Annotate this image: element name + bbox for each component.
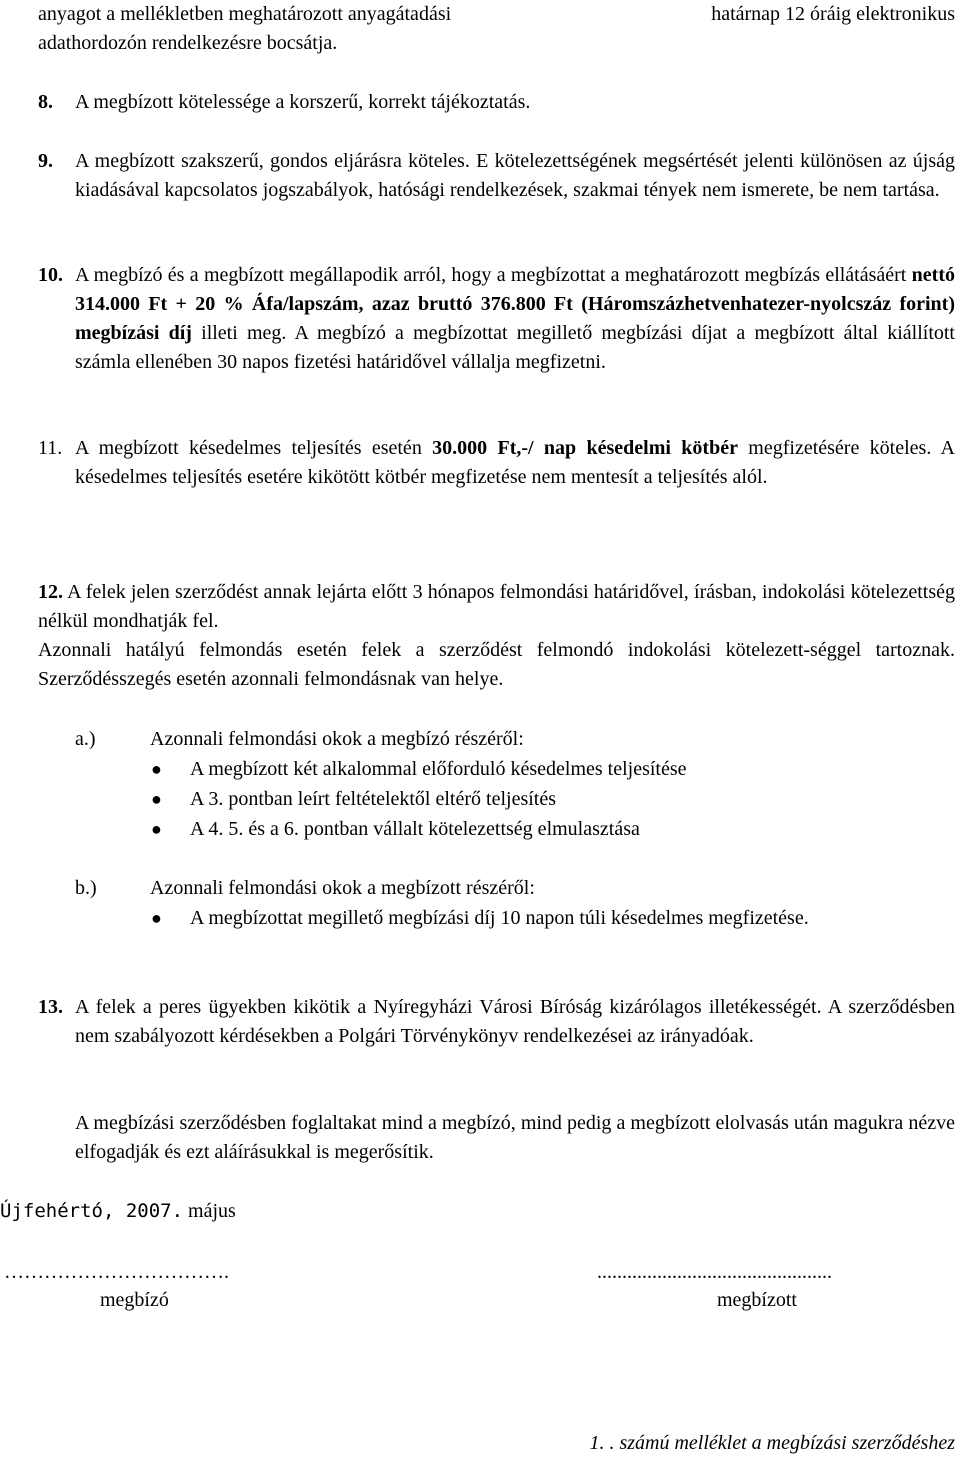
list-a-item-3: A 4. 5. és a 6. pontban vállalt kötelezettség elmulasztása xyxy=(190,818,640,840)
list-b-item-1: A megbízottat megillető megbízási díj 10 napon túli késedelmes megfizetése. xyxy=(190,907,809,929)
bullet-icon: ● xyxy=(151,759,162,779)
point-12-para-2: Azonnali hatályú felmondás esetén felek a szerződést felmondó indokolási kötelezett-séggel tartoznak. Szerződésszegés esetén azonnali felmondásnak van helye. xyxy=(38,639,955,690)
point-10-text xyxy=(75,261,955,377)
bullet-icon: ● xyxy=(151,819,162,839)
bullet-icon: ● xyxy=(151,789,162,809)
place-date xyxy=(0,1197,236,1226)
list-a-label: a.) xyxy=(75,728,96,750)
point-12-para-1 xyxy=(38,578,955,636)
point-12-number: 12. xyxy=(38,581,63,603)
point-10-number: 10. xyxy=(38,264,63,286)
signature-line-right: ............................................... xyxy=(597,1261,832,1283)
point-13-number: 13. xyxy=(38,996,63,1018)
signature-label-right: megbízott xyxy=(717,1289,797,1311)
place-date-prefix: Újfehértó, 2007. xyxy=(0,1200,184,1222)
point-11-text-part-2: megfizetésére köteles. A késedelmes teljesítés esetére kikötött kötbér megfizetése nem mentesít a teljesítés alól. xyxy=(75,437,955,488)
point-13-text: A felek a peres ügyekben kikötik a Nyíregyházi Városi Bíróság kizárólagos illetékességét. A szerződésben nem szabályozott kérdésekben a Polgári Törvénykönyv rendelkezései az irányadóak. xyxy=(75,996,955,1047)
list-a-item-1: A megbízott két alkalommal előforduló késedelmes teljesítése xyxy=(190,758,687,780)
intro-line-1-left: anyagot a mellékletben meghatározott anyagátadási xyxy=(38,3,452,25)
point-9-text: A megbízott szakszerű, gondos eljárásra köteles. E kötelezettségének megsértését jelenti különösen az újság kiadásával kapcsolatos jogszabályok, hatósági rendelkezések, szakmai tények nem ismerete, be nem tartása. xyxy=(75,150,955,201)
point-8-text: A megbízott kötelessége a korszerű, korrekt tájékoztatás. xyxy=(75,91,531,113)
intro-line-2: adathordozón rendelkezésre bocsátja. xyxy=(38,32,338,54)
footer-attachment-note: 1. . számú melléklet a megbízási szerződéshez xyxy=(589,1432,955,1454)
point-11-number: 11. xyxy=(38,437,63,459)
place-date-month: május xyxy=(188,1200,236,1222)
signature-label-left: megbízó xyxy=(100,1289,169,1311)
point-9-number: 9. xyxy=(38,150,53,172)
point-10-text-part-1: A megbízó és a megbízott megállapodik arról, hogy a megbízottat a meghatározott megbízás ellátásáért xyxy=(75,264,912,286)
list-a-heading: Azonnali felmondási okok a megbízó részéről: xyxy=(150,728,524,750)
list-a-item-2: A 3. pontban leírt feltételektől eltérő teljesítés xyxy=(190,788,556,810)
intro-line-1-right: határnap 12 óráig elektronikus xyxy=(711,3,955,25)
point-11-text-part-1: A megbízott késedelmes teljesítés esetén xyxy=(75,437,433,459)
list-b-label: b.) xyxy=(75,877,97,899)
point-11-text xyxy=(75,434,955,492)
point-10-fee-bold: nettó 314.000 Ft + 20 % Áfa/lapszám, azaz bruttó 376.800 Ft (Háromszázhetvenhatezer-nyolcszáz forint) megbízási díj xyxy=(75,264,955,344)
bullet-icon: ● xyxy=(151,908,162,928)
point-8-number: 8. xyxy=(38,91,53,113)
list-b-heading: Azonnali felmondási okok a megbízott részéről: xyxy=(150,877,535,899)
point-11-penalty-bold: 30.000 Ft,-/ nap késedelmi kötbér xyxy=(432,437,738,459)
closing-statement: A megbízási szerződésben foglaltakat mind a megbízó, mind pedig a megbízott elolvasás után magukra nézve elfogadják és ezt aláírásukkal is megerősítik. xyxy=(75,1112,955,1163)
signature-line-left: ……………………………. xyxy=(4,1261,229,1283)
point-10-text-part-2: illeti meg. A megbízó a megbízottat megillető megbízási díjat a megbízott által kiállított számla ellenében 30 napos fizetési határidővel vállalja megfizetni. xyxy=(75,322,955,373)
point-12-text-1: A felek jelen szerződést annak lejárta előtt 3 hónapos felmondási határidővel, írásban, indokolási kötelezettség nélkül mondhatják fel. xyxy=(38,581,955,632)
